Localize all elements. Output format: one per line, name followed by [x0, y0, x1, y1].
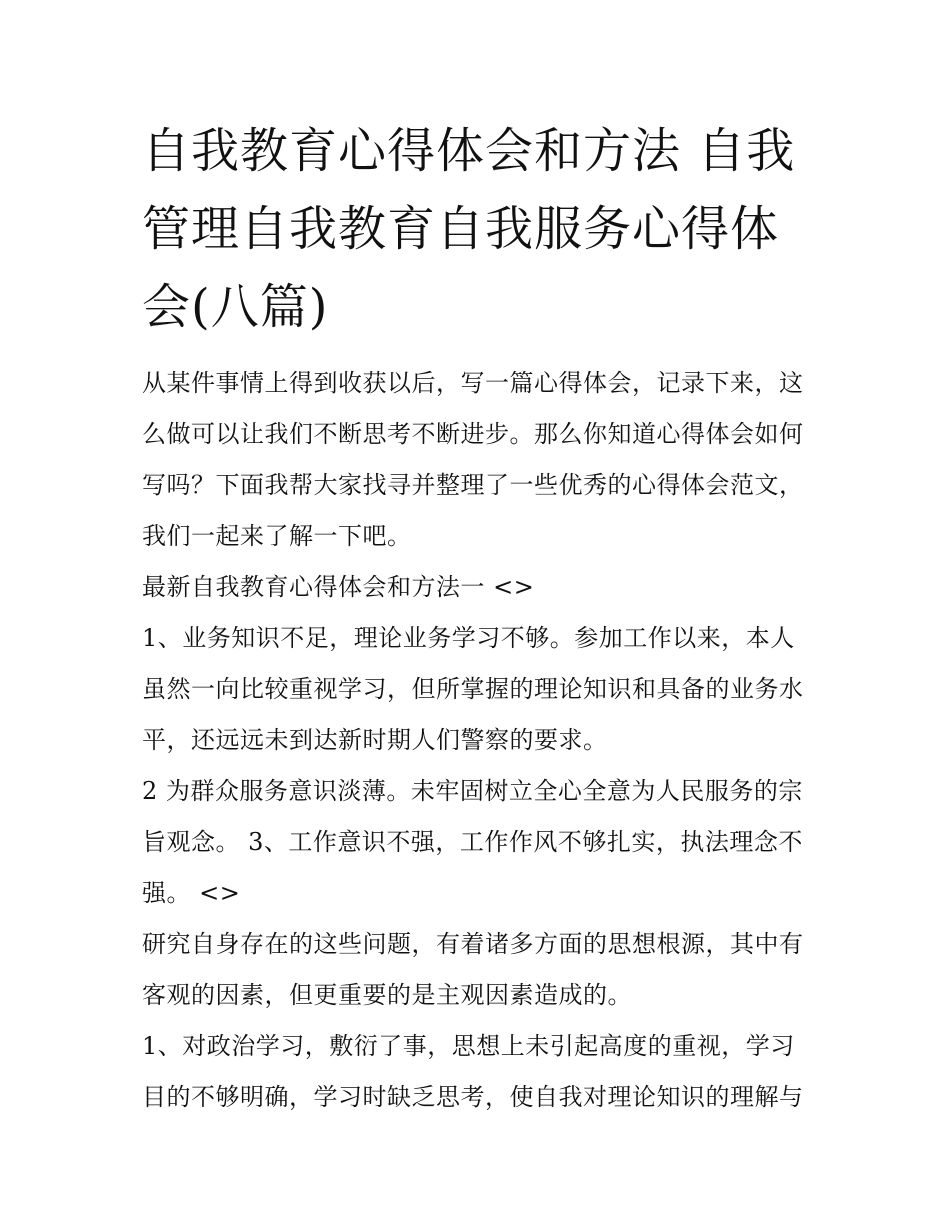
paragraph-item-2: 2 为群众服务意识淡薄。未牢固树立全心全意为人民服务的宗旨观念。 3、工作意识不强，工作作风不够扎实，执法理念不强。 <>	[142, 777, 803, 907]
document-page	[142, 112, 814, 1123]
paragraph-analysis: 研究自身存在的这些问题，有着诸多方面的思想根源，其中有客观的因素，但更重要的是主观因素造成的。	[142, 930, 804, 1009]
paragraph-intro: 从某件事情上得到收获以后，写一篇心得体会，记录下来，这么做可以让我们不断思考不断进步。那么你知道心得体会如何写吗？下面我帮大家找寻并整理了一些优秀的心得体会范文，我们一起来了解一下吧。	[142, 369, 804, 550]
section-heading: 最新自我教育心得体会和方法一 <>	[142, 573, 535, 601]
document-title: 自我教育心得体会和方法 自我管理自我教育自我服务心得体会(八篇)	[142, 123, 796, 335]
paragraph-cause-1: 1、对政治学习，敷衍了事，思想上未引起高度的重视，学习目的不够明确，学习时缺乏思考，使自我对理论知识的理解与	[142, 1032, 804, 1111]
paragraph-item-1: 1、业务知识不足，理论业务学习不够。参加工作以来，本人虽然一向比较重视学习，但所掌握的理论知识和具备的业务水平，还远远未到达新时期人们警察的要求。	[142, 624, 804, 754]
document-body	[142, 358, 814, 1123]
